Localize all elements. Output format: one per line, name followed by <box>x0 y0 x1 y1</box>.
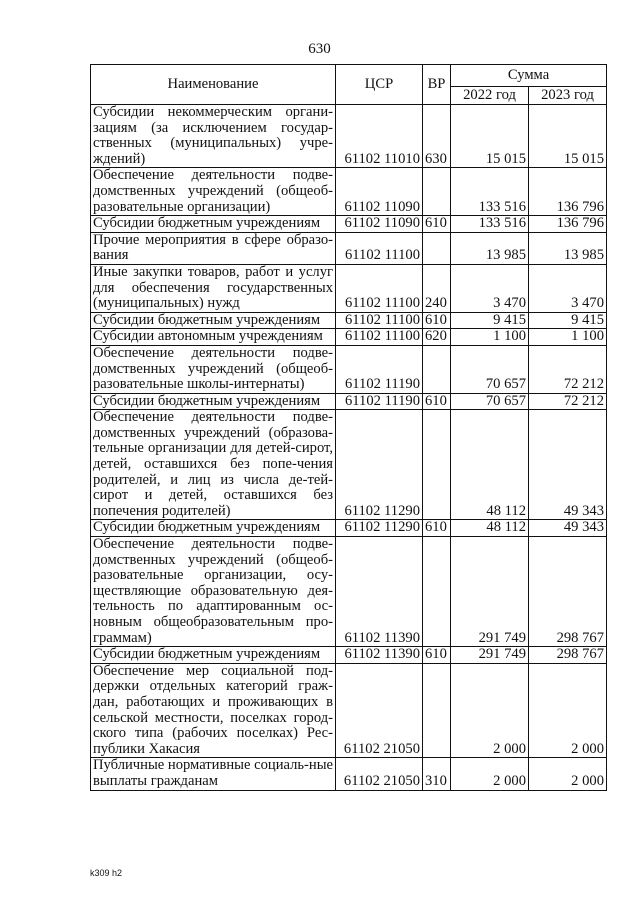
row-sum-2022: 3 470 <box>451 264 529 312</box>
row-vr: 310 <box>423 758 451 790</box>
row-csr: 61102 11290 <box>336 410 423 520</box>
row-vr: 610 <box>423 520 451 537</box>
row-vr <box>423 232 451 264</box>
row-vr <box>423 168 451 216</box>
table-row <box>91 410 607 520</box>
table-body <box>91 105 607 791</box>
row-vr: 620 <box>423 329 451 346</box>
row-vr: 610 <box>423 312 451 329</box>
row-csr: 61102 21050 <box>336 758 423 790</box>
row-sum-2022: 2 000 <box>451 758 529 790</box>
budget-table <box>90 64 607 791</box>
row-sum-2022: 2 000 <box>451 663 529 758</box>
row-vr <box>423 537 451 647</box>
row-sum-2023: 9 415 <box>529 312 607 329</box>
row-name: Субсидии автономным учреждениям <box>91 329 336 346</box>
row-vr <box>423 410 451 520</box>
row-sum-2022: 70 657 <box>451 345 529 393</box>
row-vr <box>423 345 451 393</box>
row-sum-2023: 15 015 <box>529 105 607 168</box>
table-row <box>91 216 607 233</box>
row-sum-2023: 136 796 <box>529 216 607 233</box>
table-row <box>91 105 607 168</box>
row-csr: 61102 11010 <box>336 105 423 168</box>
row-sum-2023: 1 100 <box>529 329 607 346</box>
row-sum-2023: 298 767 <box>529 647 607 664</box>
row-sum-2022: 70 657 <box>451 393 529 410</box>
row-sum-2022: 291 749 <box>451 647 529 664</box>
table-row <box>91 647 607 664</box>
row-name: Прочие мероприятия в сфере образо-вания <box>91 232 336 264</box>
table-row <box>91 264 607 312</box>
row-csr: 61102 11100 <box>336 329 423 346</box>
row-name: Обеспечение деятельности подве-домственных учреждений (общеоб-разовательные школы-интернаты) <box>91 345 336 393</box>
row-name: Субсидии некоммерческим органи-зациям (за исключением государ-ственных (муниципальных) учре-ждений) <box>91 105 336 168</box>
table-row <box>91 663 607 758</box>
row-name: Обеспечение мер социальной под-держки отдельных категорий граж-дан, работающих и проживающих в сельской местности, поселках город-ского типа (рабочих поселках) Рес-публики Хакасия <box>91 663 336 758</box>
table-row <box>91 520 607 537</box>
table-row <box>91 393 607 410</box>
header-year-2023: 2023 год <box>529 87 607 105</box>
row-csr: 61102 11290 <box>336 520 423 537</box>
row-csr: 61102 11190 <box>336 393 423 410</box>
row-sum-2023: 136 796 <box>529 168 607 216</box>
table-row <box>91 345 607 393</box>
row-sum-2022: 9 415 <box>451 312 529 329</box>
row-sum-2023: 72 212 <box>529 393 607 410</box>
row-sum-2023: 2 000 <box>529 663 607 758</box>
row-sum-2023: 13 985 <box>529 232 607 264</box>
row-csr: 61102 21050 <box>336 663 423 758</box>
row-name: Субсидии бюджетным учреждениям <box>91 647 336 664</box>
row-csr: 61102 11100 <box>336 232 423 264</box>
table-row <box>91 232 607 264</box>
row-vr: 610 <box>423 216 451 233</box>
row-sum-2023: 298 767 <box>529 537 607 647</box>
table-row <box>91 758 607 790</box>
row-csr: 61102 11100 <box>336 312 423 329</box>
row-name: Субсидии бюджетным учреждениям <box>91 520 336 537</box>
row-sum-2022: 1 100 <box>451 329 529 346</box>
table-header <box>91 65 607 105</box>
header-sum: Сумма <box>451 65 607 87</box>
row-name: Субсидии бюджетным учреждениям <box>91 216 336 233</box>
header-year-2022: 2022 год <box>451 87 529 105</box>
page-number: 630 <box>308 41 331 57</box>
row-csr: 61102 11100 <box>336 264 423 312</box>
row-csr: 61102 11190 <box>336 345 423 393</box>
row-name: Субсидии бюджетным учреждениям <box>91 393 336 410</box>
row-name: Публичные нормативные социаль-ные выплаты гражданам <box>91 758 336 790</box>
table-row <box>91 537 607 647</box>
row-sum-2022: 15 015 <box>451 105 529 168</box>
row-sum-2023: 49 343 <box>529 520 607 537</box>
row-vr <box>423 663 451 758</box>
table-row <box>91 312 607 329</box>
header-csr: ЦСР <box>336 65 423 105</box>
row-vr: 630 <box>423 105 451 168</box>
row-sum-2023: 3 470 <box>529 264 607 312</box>
row-csr: 61102 11390 <box>336 647 423 664</box>
footer-code: k309 h2 <box>90 868 123 878</box>
row-csr: 61102 11090 <box>336 168 423 216</box>
row-csr: 61102 11090 <box>336 216 423 233</box>
header-name: Наименование <box>91 65 336 105</box>
row-sum-2022: 133 516 <box>451 216 529 233</box>
row-sum-2022: 48 112 <box>451 520 529 537</box>
row-sum-2022: 291 749 <box>451 537 529 647</box>
row-sum-2023: 49 343 <box>529 410 607 520</box>
header-vr: ВР <box>423 65 451 105</box>
row-name: Иные закупки товаров, работ и услуг для обеспечения государственных (муниципальных) нужд <box>91 264 336 312</box>
row-sum-2022: 48 112 <box>451 410 529 520</box>
row-name: Обеспечение деятельности подве-домственных учреждений (общеоб-разовательные организации) <box>91 168 336 216</box>
row-sum-2022: 13 985 <box>451 232 529 264</box>
row-name: Обеспечение деятельности подве-домственных учреждений (общеоб-разовательные организации, осу-ществляющие образовательную дея-тельность по адаптированным ос-новным общеобразовательным про-граммам) <box>91 537 336 647</box>
table-row <box>91 329 607 346</box>
row-vr: 240 <box>423 264 451 312</box>
row-vr: 610 <box>423 647 451 664</box>
table-row <box>91 168 607 216</box>
row-name: Обеспечение деятельности подве-домственных учреждений (образова-тельные организации для детей-сирот, детей, оставшихся без попе-чения родителей, и лиц из числа де-тей-сирот и детей, оставшихся без попечения родителей) <box>91 410 336 520</box>
row-csr: 61102 11390 <box>336 537 423 647</box>
row-name: Субсидии бюджетным учреждениям <box>91 312 336 329</box>
row-sum-2023: 72 212 <box>529 345 607 393</box>
row-vr: 610 <box>423 393 451 410</box>
row-sum-2022: 133 516 <box>451 168 529 216</box>
row-sum-2023: 2 000 <box>529 758 607 790</box>
